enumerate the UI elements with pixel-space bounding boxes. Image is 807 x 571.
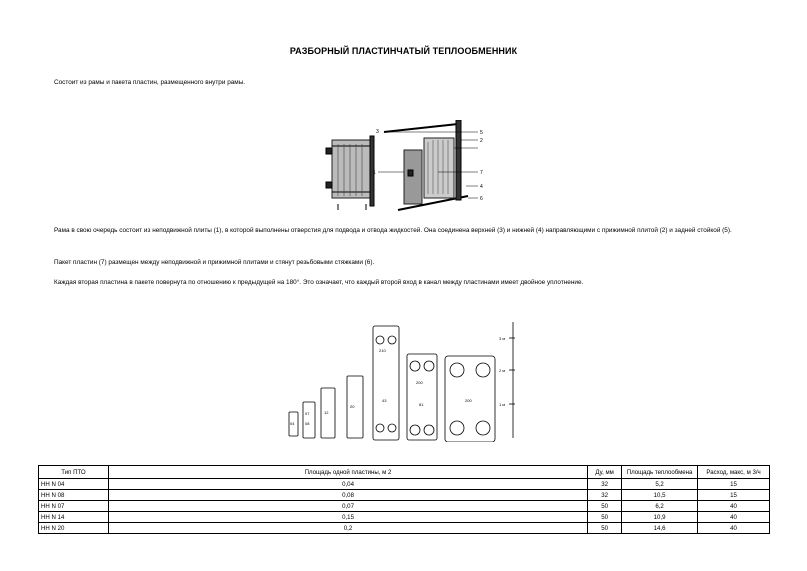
callout-3: 3: [376, 129, 379, 135]
plate-label-12: 12: [324, 410, 329, 415]
header-flow-rate: Расход, макс, м 3/ч: [698, 466, 770, 479]
specifications-table: [38, 465, 770, 534]
header-exchange-area: Площадь теплообмена: [622, 466, 698, 479]
pack-paragraph: Пакет пластин (7) размещен между неподвижной и прижимной плитами и стянут резьбовыми стяжками (6).: [54, 259, 375, 266]
cell-plate-area: 0,07: [108, 501, 587, 512]
header-type: Тип ПТО: [39, 466, 109, 479]
table-row: [39, 479, 770, 490]
cell-diameter: 50: [588, 501, 622, 512]
cell-plate-area: 0,2: [108, 523, 587, 534]
plate-label-210: 210: [379, 348, 386, 353]
plate-label-20: 20: [350, 404, 355, 409]
callout-6: 6: [480, 196, 483, 202]
cell-diameter: 32: [588, 479, 622, 490]
cell-flow-rate: 15: [698, 479, 770, 490]
scale-label-2m: 2 м: [499, 368, 506, 373]
callout-4: 4: [480, 184, 483, 190]
cell-exchange-area: 6,2: [622, 501, 698, 512]
callout-2: 2: [480, 138, 483, 144]
plate-label-200: 200: [465, 398, 472, 403]
cell-exchange-area: 5,2: [622, 479, 698, 490]
scale-label-3m: 3 м: [499, 336, 506, 341]
table-header-row: [39, 466, 770, 479]
cell-diameter: 32: [588, 490, 622, 501]
table-row: [39, 501, 770, 512]
plate-sizes-figure: [285, 318, 521, 442]
rotation-paragraph: Каждая вторая пластина в пакете повернута по отношению к предыдущей на 180°. Это означает, что каждый второй вход в канал между пластинами имеет двойное уплотнение.: [54, 279, 584, 286]
table-row: [39, 512, 770, 523]
cell-type: НН N 08: [39, 490, 109, 501]
cell-flow-rate: 40: [698, 512, 770, 523]
cell-flow-rate: 40: [698, 501, 770, 512]
cell-plate-area: 0,08: [108, 490, 587, 501]
callout-1: 1: [373, 170, 376, 176]
plate-08: [303, 402, 315, 438]
plate-label-04: 04: [290, 421, 295, 426]
plate-label-43: 43: [382, 398, 387, 403]
plate-label-07: 07: [305, 411, 310, 416]
cell-plate-area: 0,04: [108, 479, 587, 490]
callout-7: 7: [480, 170, 483, 176]
callout-5: 5: [480, 130, 483, 136]
header-plate-area: Площадь одной пластины, м 2: [108, 466, 587, 479]
plate-label-08: 08: [305, 421, 310, 426]
cell-plate-area: 0,15: [108, 512, 587, 523]
cell-exchange-area: 14,6: [622, 523, 698, 534]
cell-flow-rate: 15: [698, 490, 770, 501]
page-title: РАЗБОРНЫЙ ПЛАСТИНЧАТЫЙ ТЕПЛООБМЕННИК: [289, 46, 518, 56]
plate-label-200-top: 200: [416, 380, 423, 385]
cell-type: НН N 04: [39, 479, 109, 490]
cell-diameter: 50: [588, 512, 622, 523]
table-row: [39, 523, 770, 534]
cell-exchange-area: 10,9: [622, 512, 698, 523]
table-row: [39, 490, 770, 501]
heat-exchanger-frame-figure: [318, 120, 498, 220]
intro-paragraph: Состоит из рамы и пакета пластин, размещенного внутри рамы.: [54, 79, 246, 86]
plate-81: [407, 354, 437, 440]
cell-type: НН N 14: [39, 512, 109, 523]
scale-label-1m: 1 м: [499, 402, 506, 407]
cell-diameter: 50: [588, 523, 622, 534]
cell-exchange-area: 10,5: [622, 490, 698, 501]
cell-type: НН N 20: [39, 523, 109, 534]
cell-flow-rate: 40: [698, 523, 770, 534]
plate-label-81: 81: [419, 402, 424, 407]
cell-type: НН N 07: [39, 501, 109, 512]
frame-paragraph: Рама в свою очередь состоит из неподвижной плиты (1), в которой выполнены отверстия для подвода и отвода жидкостей. Она соединена верхней (3) и нижней (4) направляющими с прижимной плитой (2) и задней стойкой (5).: [54, 227, 732, 234]
header-diameter: Ду, мм: [588, 466, 622, 479]
